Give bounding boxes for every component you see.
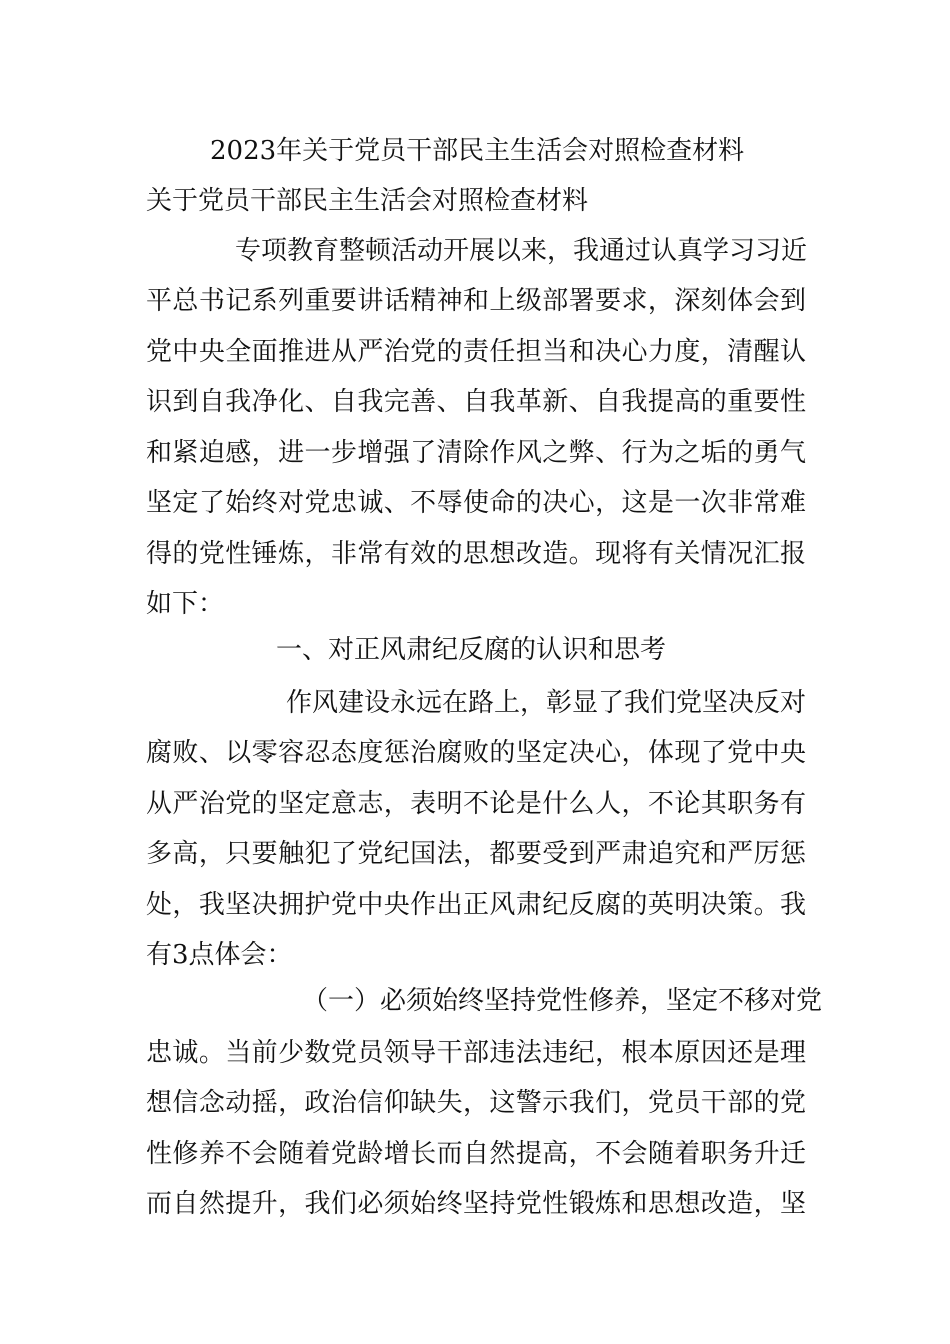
paragraph-line: 得的党性锤炼，非常有效的思想改造。现将有关情况汇报 <box>146 539 806 569</box>
paragraph-line: 多高，只要触犯了党纪国法，都要受到严肃追究和严厉惩 <box>146 839 806 869</box>
paragraph-line: 识到自我净化、自我完善、自我革新、自我提高的重要性 <box>146 387 806 417</box>
paragraph-line: 性修养不会随着党龄增长而自然提高，不会随着职务升迁 <box>146 1139 806 1169</box>
section-heading: 一、对正风肃纪反腐的认识和思考 <box>276 635 667 665</box>
paragraph-line: 腐败、以零容忍态度惩治腐败的坚定决心，体现了党中央 <box>146 738 806 768</box>
document-title: 2023年关于党员干部民主生活会对照检查材料 <box>210 136 745 166</box>
paragraph-line: 想信念动摇，政治信仰缺失，这警示我们，党员干部的党 <box>146 1088 806 1118</box>
paragraph-line: 坚定了始终对党忠诚、不辱使命的决心，这是一次非常难 <box>146 488 806 518</box>
paragraph-line: 和紧迫感，进一步增强了清除作风之弊、行为之垢的勇气 <box>146 438 806 468</box>
paragraph-line: 平总书记系列重要讲话精神和上级部署要求，深刻体会到 <box>146 286 806 316</box>
paragraph-line: 从严治党的坚定意志，表明不论是什么人，不论其职务有 <box>146 789 806 819</box>
paragraph-line: 专项教育整顿活动开展以来，我通过认真学习习近 <box>235 236 808 266</box>
paragraph-line: 有3点体会： <box>146 940 293 970</box>
document-subtitle: 关于党员干部民主生活会对照检查材料 <box>146 186 589 216</box>
paragraph-line: 忠诚。当前少数党员领导干部违法违纪，根本原因还是理 <box>146 1038 806 1068</box>
paragraph-line: 作风建设永远在路上，彰显了我们党坚决反对 <box>286 688 807 718</box>
paragraph-line: 如下： <box>146 589 225 619</box>
paragraph-line: 处，我坚决拥护党中央作出正风肃纪反腐的英明决策。我 <box>146 890 806 920</box>
subsection-heading-line: （一）必须始终坚持党性修养，坚定不移对党 <box>302 986 823 1016</box>
paragraph-line: 党中央全面推进从严治党的责任担当和决心力度，清醒认 <box>146 337 806 367</box>
paragraph-line: 而自然提升，我们必须始终坚持党性锻炼和思想改造，坚 <box>146 1189 806 1219</box>
